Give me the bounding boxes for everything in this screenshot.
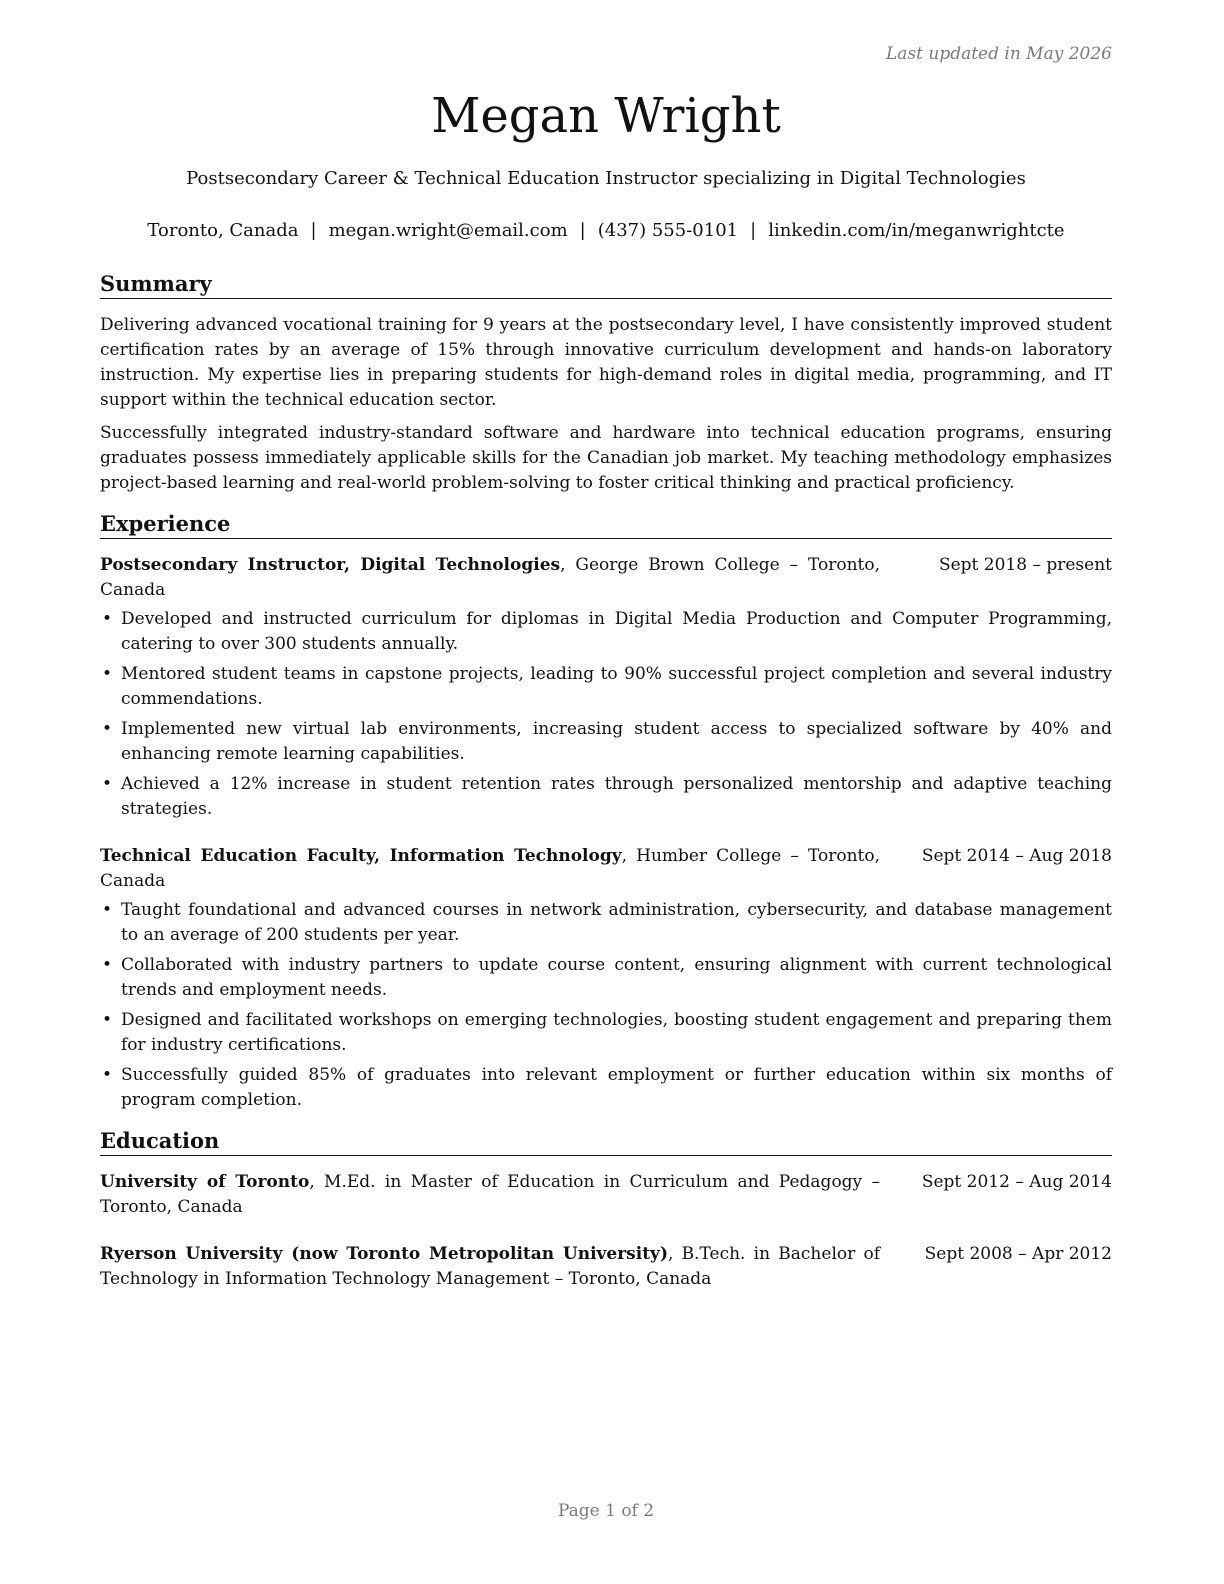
headline: Postsecondary Career & Technical Education Instructor specializing in Digital Technologies — [186, 168, 1026, 189]
school-name: University of Toronto — [100, 1172, 310, 1192]
section-title-summary: Summary — [100, 270, 1112, 299]
degree-details: , M.Ed. in Master of Education in Curriculum and Pedagogy – Toronto, Canada — [100, 1172, 880, 1217]
job-dates: Sept 2018 – present — [938, 555, 1112, 575]
page-number: Page 1 of 2 — [557, 1501, 655, 1521]
contact-location: Toronto, Canada — [147, 220, 299, 241]
candidate-name: Megan Wright — [431, 88, 781, 144]
experience-entry — [100, 844, 1112, 1113]
job-employer: , Humber College – Toronto, Canada — [100, 846, 880, 891]
contact-separator: | — [310, 220, 317, 241]
bullet-item: • Mentored student teams in capstone projects, leading to 90% successful project completion and several industry commendations. — [100, 662, 1112, 712]
job-role: Postsecondary Instructor, Digital Technologies — [100, 555, 561, 575]
contact-phone[interactable]: (437) 555-0101 — [597, 220, 739, 241]
bullet-item: • Developed and instructed curriculum for diplomas in Digital Media Production and Computer Programming, catering to over 300 students annually. — [100, 607, 1112, 657]
summary-section — [100, 270, 1112, 496]
school-name: Ryerson University (now Toronto Metropolitan University) — [100, 1244, 668, 1264]
experience-section — [100, 510, 1112, 1113]
degree-details: , B.Tech. in Bachelor of Technology in Information Technology Management – Toronto, Canada — [100, 1244, 880, 1289]
experience-entry-title — [100, 553, 880, 603]
bullet-item: • Successfully guided 85% of graduates into relevant employment or further education within six months of program completion. — [100, 1063, 1112, 1113]
bullet-item: • Designed and facilitated workshops on emerging technologies, boosting student engagement and preparing them for industry certifications. — [100, 1008, 1112, 1058]
section-title-education: Education — [100, 1127, 1112, 1156]
contact-linkedin[interactable]: linkedin.com/in/meganwrightcte — [768, 220, 1065, 241]
bullet-item: • Achieved a 12% increase in student retention rates through personalized mentorship and adaptive teaching strategies. — [100, 772, 1112, 822]
contact-line — [100, 219, 1112, 243]
education-dates: Sept 2012 – Aug 2014 — [921, 1172, 1112, 1192]
education-entry-title — [100, 1242, 880, 1292]
experience-bullets — [100, 607, 1112, 822]
education-entry — [100, 1242, 1112, 1292]
resume-page — [100, 0, 1112, 1584]
experience-entry-header — [100, 844, 1112, 894]
resume-content — [100, 270, 1112, 1292]
last-updated: Last updated in May 2026 — [885, 44, 1112, 64]
contact-email[interactable]: megan.wright@email.com — [328, 220, 568, 241]
education-entry-title — [100, 1170, 880, 1220]
job-role: Technical Education Faculty, Information Technology — [100, 846, 622, 866]
summary-paragraph: Successfully integrated industry-standard software and hardware into technical education programs, ensuring graduates possess immediately applicable skills for the Canadian job market. My teaching methodology emphasizes project-based learning and real-world problem-solving to foster critical thinking and practical proficiency. — [100, 423, 1112, 493]
contact-separator: | — [750, 220, 757, 241]
bullet-item: • Taught foundational and advanced courses in network administration, cybersecurity, and database management to an average of 200 students per year. — [100, 898, 1112, 948]
bullet-item: • Collaborated with industry partners to update course content, ensuring alignment with current technological trends and employment needs. — [100, 953, 1112, 1003]
section-title-experience: Experience — [100, 510, 1112, 539]
experience-bullets — [100, 898, 1112, 1113]
bullet-item: • Implemented new virtual lab environments, increasing student access to specialized software by 40% and enhancing remote learning capabilities. — [100, 717, 1112, 767]
experience-entry-title — [100, 844, 880, 894]
job-dates: Sept 2014 – Aug 2018 — [921, 846, 1112, 866]
education-entry-header — [100, 1242, 1112, 1292]
education-entry-header — [100, 1170, 1112, 1220]
contact-separator: | — [579, 220, 586, 241]
education-section — [100, 1127, 1112, 1292]
experience-entry-header — [100, 553, 1112, 603]
experience-entry — [100, 553, 1112, 822]
education-entry — [100, 1170, 1112, 1220]
summary-paragraph: Delivering advanced vocational training for 9 years at the postsecondary level, I have consistently improved student certification rates by an average of 15% through innovative curriculum development and hands-on laboratory instruction. My expertise lies in preparing students for high-demand roles in digital media, programming, and IT support within the technical education sector. — [100, 315, 1112, 410]
job-employer: , George Brown College – Toronto, Canada — [100, 555, 880, 600]
education-dates: Sept 2008 – Apr 2012 — [924, 1244, 1112, 1264]
